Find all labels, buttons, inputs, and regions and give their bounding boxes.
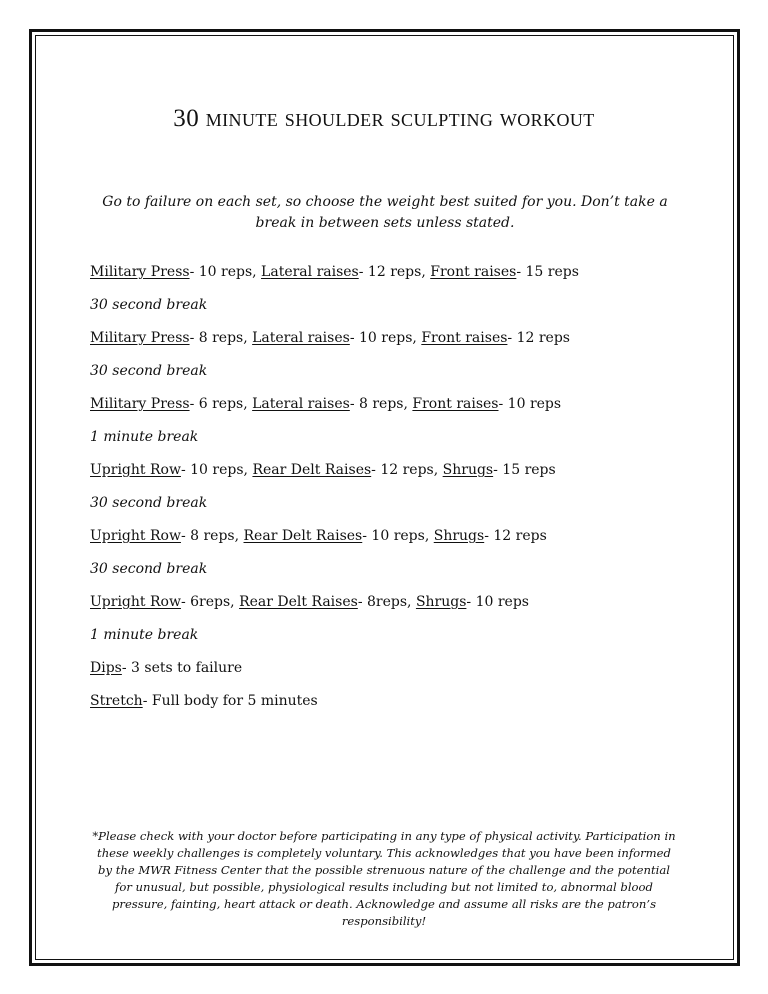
break-line: 30 second break [90, 363, 208, 379]
exercise-name: Shrugs [433, 528, 485, 544]
exercise-line [90, 526, 710, 559]
exercise-line [90, 592, 710, 625]
exercise-reps: - 12 reps [484, 528, 547, 544]
exercise-name: Front raises [430, 264, 517, 280]
exercise-name: Front raises [412, 396, 499, 412]
exercise-name: Military Press [90, 330, 190, 346]
exercise-name: Lateral raises [252, 396, 350, 412]
exercise-reps: - 8 reps, [180, 528, 244, 544]
exercise-name: Upright Row [90, 462, 181, 478]
break-line: 30 second break [90, 297, 208, 313]
exercise-reps: - 10 reps, [349, 330, 422, 346]
exercise-name: Stretch [90, 693, 143, 709]
exercise-name: Lateral raises [252, 330, 350, 346]
break-line: 1 minute break [90, 429, 199, 445]
exercise-reps: - 10 reps [466, 594, 529, 610]
exercise-name: Military Press [90, 396, 190, 412]
exercise-line [90, 460, 710, 493]
exercise-reps: - 10 reps [498, 396, 562, 412]
exercise-reps: - 10 reps, [180, 462, 253, 478]
exercise-name: Upright Row [90, 528, 181, 544]
page-title: 30 minute shoulder sculpting workout [173, 104, 595, 132]
exercise-name: Upright Row [90, 594, 181, 610]
workout-list [90, 262, 710, 724]
exercise-name: Front raises [421, 330, 508, 346]
exercise-reps: - Full body for 5 minutes [142, 693, 318, 709]
exercise-name: Rear Delt Raises [239, 594, 358, 610]
exercise-line [90, 394, 710, 427]
exercise-name: Dips [90, 660, 122, 676]
exercise-reps: - 8reps, [357, 594, 416, 610]
exercise-reps: - 12 reps, [358, 264, 431, 280]
disclaimer-text: *Please check with your doctor before participating in any type of physical activity. Participation in these weekly challenges is completely voluntary. This acknowledges that you have been informed by the MWR Fitness Center that the possible strenuous nature of the challenge and the potential for unusual, but possible, physiological results including but not limited to, abnormal blood pressure, fainting, heart attack or death. Acknowledge and assume all risks are the patron’s responsibility! [92, 828, 676, 928]
exercise-name: Rear Delt Raises [243, 528, 363, 544]
exercise-reps: - 10 reps, [189, 264, 262, 280]
exercise-reps: - 8 reps, [189, 330, 253, 346]
exercise-reps: - 12 reps, [371, 462, 443, 478]
exercise-line [90, 328, 710, 361]
exercise-line [90, 658, 710, 691]
exercise-name: Lateral raises [261, 264, 359, 280]
intro-instructions: Go to failure on each set, so choose the weight best suited for you. Don’t take a break in between sets unless stated. [102, 194, 668, 231]
exercise-name: Military Press [90, 264, 190, 280]
exercise-reps: - 6reps, [180, 594, 240, 610]
exercise-reps: - 15 reps [493, 462, 556, 478]
exercise-reps: - 6 reps, [189, 396, 253, 412]
break-line: 30 second break [90, 495, 208, 511]
break-line: 30 second break [90, 561, 208, 577]
exercise-name: Shrugs [442, 462, 494, 478]
break-line: 1 minute break [90, 627, 199, 643]
exercise-reps: - 8 reps, [349, 396, 413, 412]
exercise-line [90, 691, 710, 724]
exercise-line [90, 262, 710, 295]
exercise-name: Rear Delt Raises [252, 462, 372, 478]
exercise-name: Shrugs [415, 594, 467, 610]
exercise-reps: - 3 sets to failure [121, 660, 243, 676]
exercise-reps: - 12 reps [507, 330, 570, 346]
exercise-reps: - 10 reps, [362, 528, 434, 544]
exercise-reps: - 15 reps [516, 264, 579, 280]
